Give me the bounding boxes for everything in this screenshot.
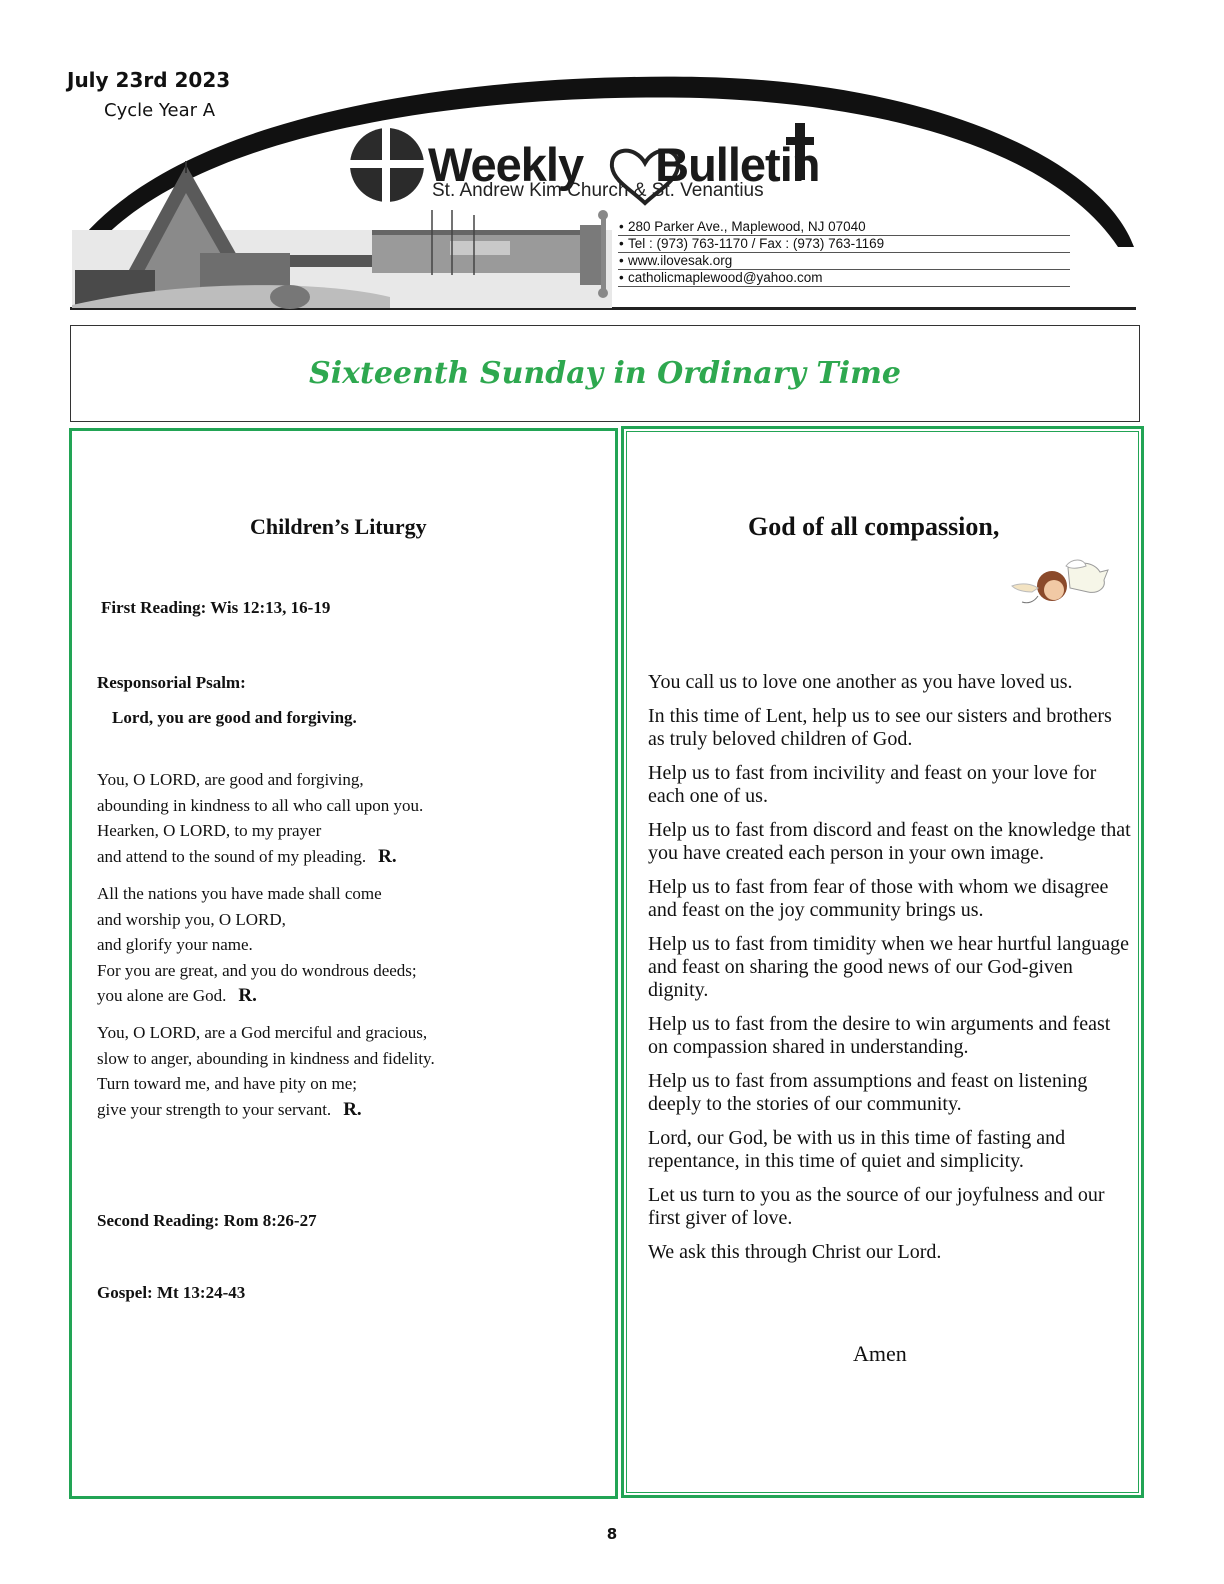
stanza-line: give your strength to your servant. <box>97 1099 332 1119</box>
prayer-paragraph: Help us to fast from timidity when we hear hurtful language and feast on sharing the good news of our God-given dignity. <box>648 933 1129 1001</box>
response-mark: R. <box>378 845 397 867</box>
cross-logo-icon <box>350 128 424 202</box>
stanza-line: slow to anger, abounding in kindness and fidelity. <box>97 1048 435 1068</box>
contact-info <box>618 219 1070 287</box>
title-banner <box>70 325 1140 422</box>
response-mark: R. <box>343 1098 362 1120</box>
prayer-closing: Amen <box>853 1341 907 1366</box>
first-reading: First Reading: Wis 12:13, 16-19 <box>101 598 331 617</box>
psalm-response: Lord, you are good and forgiving. <box>112 708 357 727</box>
psalm-stanza-2 <box>97 881 597 1009</box>
prayer-heading: God of all compassion, <box>748 512 1000 541</box>
response-mark: R. <box>238 985 257 1006</box>
second-reading: Second Reading: Rom 8:26-27 <box>97 1211 317 1230</box>
prayer-paragraph: Lord, our God, be with us in this time of fasting and repentance, in this time of quiet and simplicity. <box>648 1127 1066 1172</box>
prayer-paragraph: Help us to fast from assumptions and feast on listening deeply to the stories of our community. <box>648 1070 1088 1115</box>
prayer-paragraph: Help us to fast from incivility and feast on your love for each one of us. <box>648 762 1097 807</box>
stanza-line: All the nations you have made shall come <box>97 884 382 903</box>
stanza-line: You, O LORD, are a God merciful and gracious, <box>97 1023 428 1042</box>
psalm-stanza-3 <box>97 1020 597 1122</box>
page-title: Sixteenth Sunday in Ordinary Time <box>309 356 901 391</box>
bulletin-date: July 23rd 2023 <box>67 68 231 92</box>
prayer-paragraph: Help us to fast from the desire to win arguments and feast on compassion shared in understanding. <box>648 1013 1111 1058</box>
prayer-paragraph: You call us to love one another as you have loved us. <box>648 671 1073 693</box>
stanza-line: abounding in kindness to all who call upon you. <box>97 795 424 815</box>
stanza-line: Hearken, O LORD, to my prayer <box>97 821 322 840</box>
contact-phone-fax: • Tel : (973) 763-1170 / Fax : (973) 763-1169 <box>618 236 1070 253</box>
childrens-liturgy-heading: Children’s Liturgy <box>250 514 427 539</box>
psalm-stanza-1 <box>97 767 597 869</box>
prayer-paragraph: Let us turn to you as the source of our joyfulness and our first giver of love. <box>648 1184 1105 1229</box>
stanza-line: and worship you, O LORD, <box>97 909 286 929</box>
stanza-line: Turn toward me, and have pity on me; <box>97 1074 357 1093</box>
brand-title-bulletin: Bulletin <box>655 138 820 191</box>
stanza-line: You, O LORD, are good and forgiving, <box>97 770 364 789</box>
prayer-paragraph: Help us to fast from discord and feast on the knowledge that you have created each person in your own image. <box>648 819 1131 864</box>
page-number: 8 <box>606 1525 618 1543</box>
prayer-paragraph: Help us to fast from fear of those with whom we disagree and feast on the joy community brings us. <box>648 876 1109 921</box>
brand-subtitle: St. Andrew Kim Church & St. Venantius <box>432 180 764 201</box>
cycle-year: Cycle Year A <box>104 100 216 121</box>
brand-title-weekly: Weekly <box>428 138 584 191</box>
contact-email: • catholicmaplewood@yahoo.com <box>618 270 1070 287</box>
prayer-text <box>648 671 1133 1275</box>
prayer-paragraph: We ask this through Christ our Lord. <box>648 1241 942 1263</box>
prayer-paragraph: In this time of Lent, help us to see our sisters and brothers as truly beloved children of God. <box>648 705 1112 750</box>
psalm-label: Responsorial Psalm: <box>97 673 246 692</box>
contact-address: • 280 Parker Ave., Maplewood, NJ 07040 <box>618 219 1070 236</box>
stanza-line: and glorify your name. <box>97 935 253 954</box>
stanza-line: For you are great, and you do wondrous deeds; <box>97 960 417 980</box>
contact-website: • www.ilovesak.org <box>618 253 1070 270</box>
gospel-reading: Gospel: Mt 13:24-43 <box>97 1283 246 1302</box>
sleeping-angel-icon <box>1008 558 1112 610</box>
stanza-line: you alone are God. <box>97 986 227 1005</box>
stanza-line: and attend to the sound of my pleading. <box>97 846 367 866</box>
